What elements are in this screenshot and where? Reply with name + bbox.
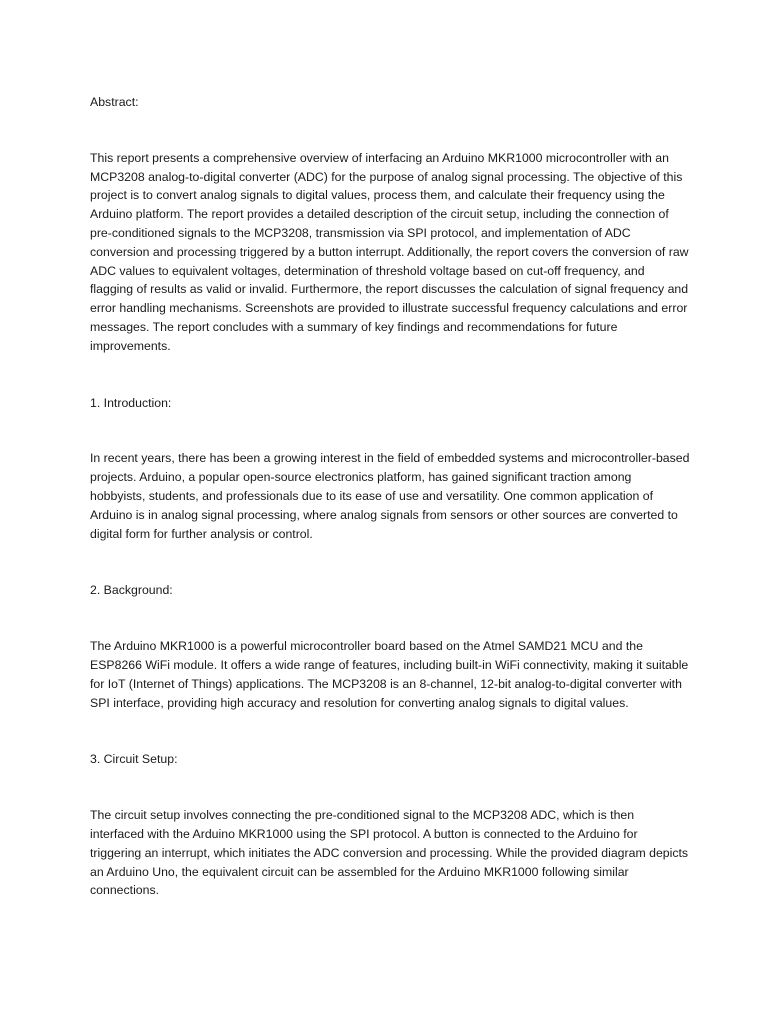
circuit-setup-paragraph: The circuit setup involves connecting the pre-conditioned signal to the MCP3208 ADC, which is then interfaced with the Arduino MKR1000 using the SPI protocol. A button is connected to the Arduino for triggering an interrupt, which initiates the ADC conversion and processing. While the provided diagram depicts an Arduino Uno, the equivalent circuit can be assembled for the Arduino MKR1000 following similar connections. <box>90 808 689 898</box>
document-page <box>90 93 690 900</box>
introduction-heading: 1. Introduction: <box>90 395 172 410</box>
circuit-setup-heading: 3. Circuit Setup: <box>90 752 178 767</box>
background-paragraph: The Arduino MKR1000 is a powerful microcontroller board based on the Atmel SAMD21 MCU and the ESP8266 WiFi module. It offers a wide range of features, including built-in WiFi connectivity, making it suitable for IoT (Internet of Things) applications. The MCP3208 is an 8-channel, 12-bit analog-to-digital converter with SPI interface, providing high accuracy and resolution for converting analog signals to digital values. <box>90 639 689 710</box>
introduction-paragraph: In recent years, there has been a growing interest in the field of embedded systems and microcontroller-based projects. Arduino, a popular open-source electronics platform, has gained significant traction among hobbyists, students, and professionals due to its ease of use and versatility. One common application of Arduino is in analog signal processing, where analog signals from sensors or other sources are converted to digital form for further analysis or control. <box>90 451 690 541</box>
abstract-paragraph: This report presents a comprehensive overview of interfacing an Arduino MKR1000 microcontroller with an MCP3208 analog-to-digital converter (ADC) for the purpose of analog signal processing. The objective of this project is to convert analog signals to digital values, process them, and calculate their frequency using the Arduino platform. The report provides a detailed description of the circuit setup, including the connection of pre-conditioned signals to the MCP3208, transmission via SPI protocol, and implementation of ADC conversion and processing triggered by a button interrupt. Additionally, the report covers the conversion of raw ADC values to equivalent voltages, determination of threshold voltage based on cut-off frequency, and flagging of results as valid or invalid. Furthermore, the report discusses the calculation of signal frequency and error handling mechanisms. Screenshots are provided to illustrate successful frequency calculations and error messages. The report concludes with a summary of key findings and recommendations for future improvements. <box>90 150 689 353</box>
abstract-heading: Abstract: <box>90 95 139 109</box>
background-heading: 2. Background: <box>90 583 173 598</box>
